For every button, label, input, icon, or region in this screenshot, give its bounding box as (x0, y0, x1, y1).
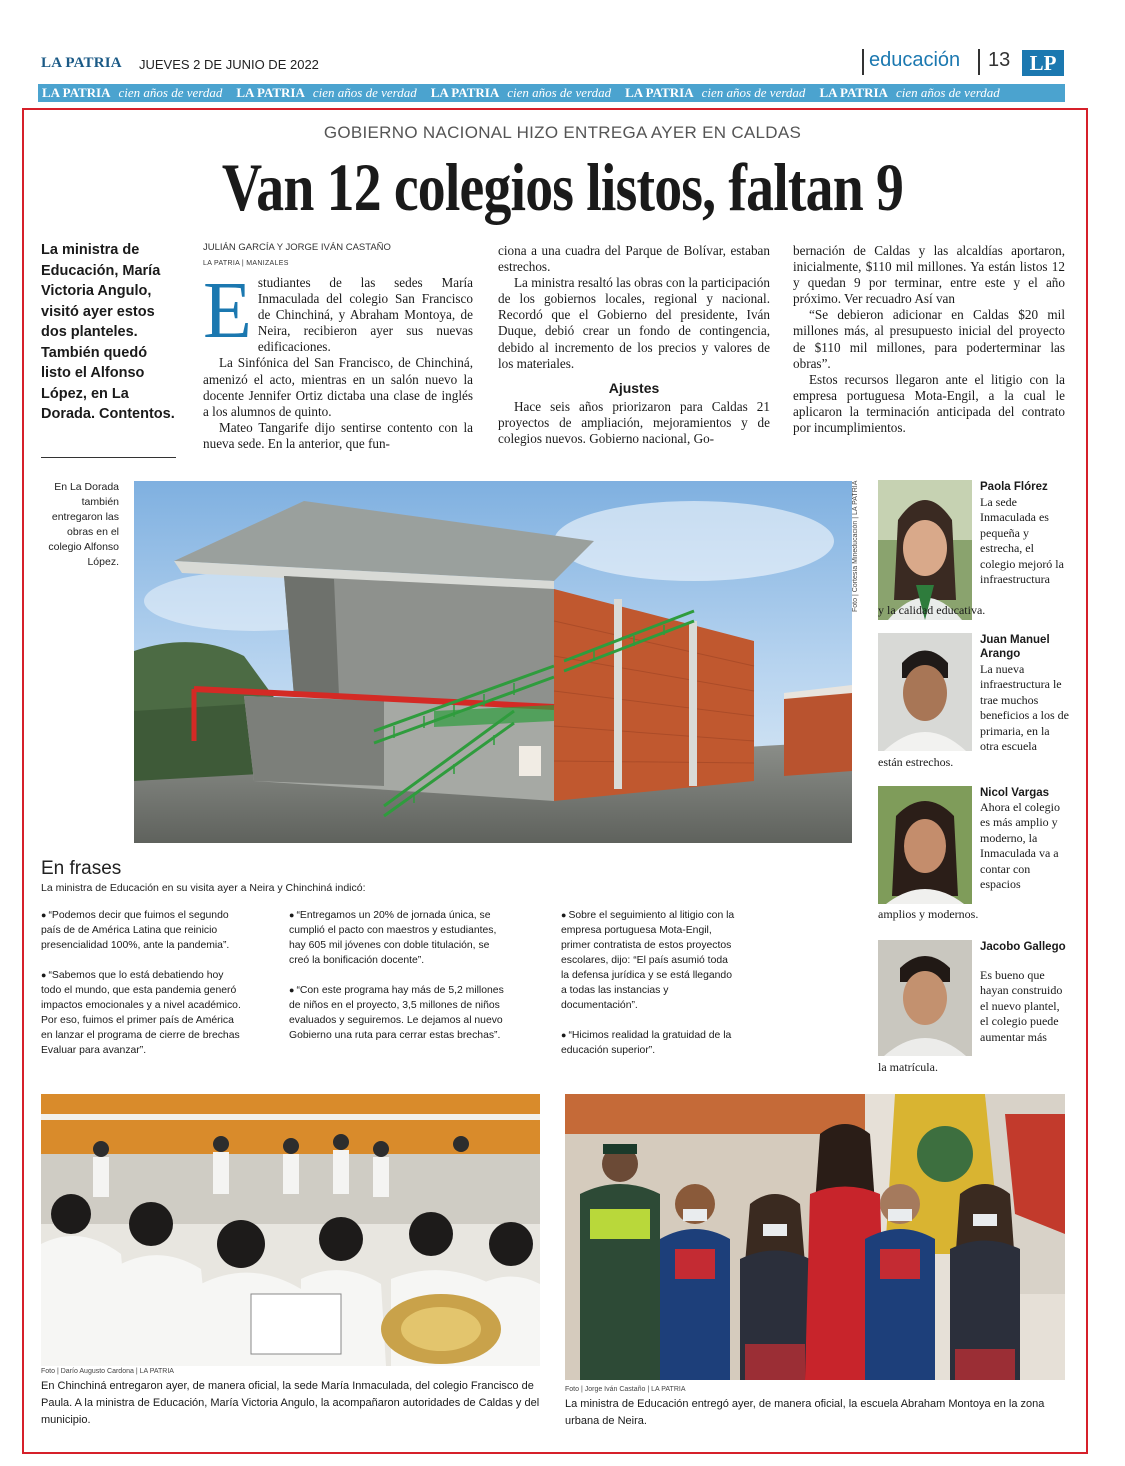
main-photo-caption: En La Dorada también entregaron las obras en el colegio Alfonso López. (48, 481, 119, 568)
body-paragraph: La Sinfónica del San Francisco, de Chinchiná, amenizó el acto, mientras en un salón nuevo la docente Jennifer Ortiz dictaba una clase de inglés a los alumnos de quinto. (203, 355, 473, 419)
bullet-icon: ● (41, 910, 47, 920)
article-headline: Van 12 colegios listos, faltan 9 (221, 149, 904, 225)
portrait-photo (878, 940, 972, 1056)
page-number: 13 (988, 49, 1011, 71)
frases-column-2 (289, 908, 507, 1058)
masthead-logo: LA PATRIA (41, 55, 122, 71)
quote-text: “Podemos decir que fuimos el segundo país de de América Latina que reinicio presencialidad 100%, ante la pandemia”. (41, 910, 230, 951)
strip-logo: LA PATRIA (42, 85, 111, 100)
body-paragraph: studiantes de las sedes María Inmaculada del colegio San Francisco de Chinchiná, y Abraham Montoya, de Neira, recibieron ayer sus nuevas edificaciones. (257, 275, 473, 355)
photo-caption: En Chinchiná entregaron ayer, de manera oficial, la sede María Inmaculada, del colegio Francisco de Paula. A la ministra de Educación, María Victoria Angulo, la acompañaron autoridades de Caldas y del municipio. (41, 1380, 540, 1426)
testimonial-name: Paola Flórez (980, 481, 1048, 493)
strip-logo: LA PATRIA (819, 85, 888, 100)
section-divider (862, 49, 864, 75)
anniversary-strip (38, 84, 1065, 102)
strip-slogan: cien años de verdad (507, 85, 612, 100)
quote-item (289, 983, 507, 1043)
frases-intro: La ministra de Educación en su visita ayer a Neira y Chinchiná indicó: (41, 882, 366, 894)
body-paragraph: Hace seis años priorizaron para Caldas 21 proyectos de ampliación, mejoramientos y de colegios nuevos. Gobierno nacional, Go- (498, 398, 770, 447)
strip-slogan: cien años de verdad (118, 85, 223, 100)
drop-cap: E (203, 267, 252, 355)
issue-date: JUEVES 2 DE JUNIO DE 2022 (139, 57, 319, 72)
byline: JULIÁN GARCÍA Y JORGE IVÁN CASTAÑO (203, 242, 391, 253)
body-paragraph: La ministra resaltó las obras con la participación de los gobiernos locales, regional y nacional. Recordó que el Gobierno del presidente, Iván Duque, debió crear un fondo de contingencia, debido al incremento de los precios y valores de los materiales. (498, 275, 770, 371)
strip-logo: LA PATRIA (625, 85, 694, 100)
subhead: Ajustes (608, 379, 660, 396)
quote-text: “Hicimos realidad la gratuidad de la educación superior”. (561, 1030, 732, 1056)
quote-text: Sobre el seguimiento al litigio con la empresa portuguesa Mota-Engil, primer contratista de estos proyectos escolares, dijo: “El país asumió toda la defensa jurídica y se está llegando a todas las instancias y documentación”. (561, 910, 735, 1011)
testimonial-name: Jacobo Gallego (980, 941, 1066, 953)
strip-logo: LA PATRIA (430, 85, 500, 100)
lp-badge-logo: LP (1022, 50, 1064, 76)
testimonial-text: La nueva infraestructura le trae muchos beneficios a los de primaria, en la otra escuela (980, 662, 1069, 754)
bullet-icon: ● (289, 985, 295, 995)
bullet-icon: ● (289, 910, 295, 920)
main-photo-credit: Foto | Cortesía Mineducación | LA PATRIA (852, 481, 859, 613)
body-paragraph: Mateo Tangarife dijo sentirse contento con la nueva sede. En la anterior, que fun- (203, 419, 473, 451)
quote-text: “Con este programa hay más de 5,2 millones de niños en el proyecto, 3,5 millones de niños evaluados y seguiremos. Le dejamos al nuevo Gobierno una ruta para cerrar estas brechas”. (289, 985, 504, 1041)
testimonial-name: Nicol Vargas (980, 787, 1050, 799)
orchestra-photo (41, 1094, 540, 1366)
body-paragraph: Estos recursos llegaron ante el litigio con la empresa portuguesa Mota-Engil, a la cual le aplicaron la terminación anticipada del contrato por incumplimientos. (793, 371, 1065, 436)
article-lead: La ministra de Educación, María Victoria Angulo, visitó ayer estos dos planteles. También quedó listo el Alfonso López, en La Dorada. Contentos. (41, 242, 175, 422)
body-paragraph: “Se debieron adicionar en Caldas $20 mil millones más, al presupuesto inicial del proyecto de $110 mil millones, para poderterminar las obras”. (793, 307, 1065, 371)
students-with-minister-photo (565, 1094, 1065, 1380)
quote-item (561, 908, 736, 1013)
article-kicker: GOBIERNO NACIONAL HIZO ENTREGA AYER EN CALDAS (323, 123, 802, 142)
quote-text: “Entregamos un 20% de jornada única, se cumplió el pacto con maestros y estudiantes, hay 605 mil jóvenes con doble titulación, se creó la bonificación docente”. (289, 910, 497, 966)
body-column-1 (203, 267, 473, 452)
quote-item (41, 968, 241, 1058)
bullet-icon: ● (41, 970, 47, 980)
portrait-photo (878, 480, 972, 620)
frases-title: En frases (41, 858, 122, 879)
quote-text: “Sabemos que lo está debatiendo hoy todo el mundo, que esta pandemia generó impactos emocionales y a nivel académico. Por eso, fuimos el primer país de América en lanzar el programa de cierre de brechas Evaluar para avanzar”. (41, 970, 241, 1056)
page-number-divider (978, 49, 980, 75)
body-paragraph: ciona a una cuadra del Parque de Bolívar, estaban estrechos. (498, 243, 770, 275)
section-name: educación (869, 49, 961, 71)
testimonial-text-tail: amplios y modernos. (878, 907, 979, 921)
testimonial-text: La sede Inmaculada es pequeña y estrecha, el colegio mejoró la infraestructura (980, 495, 1064, 587)
strip-slogan: cien años de verdad (895, 85, 1000, 100)
photo-credit: Foto | Jorge Iván Castaño | LA PATRIA (565, 1386, 686, 1393)
body-column-3 (793, 243, 1065, 436)
frases-column-1 (41, 908, 241, 1073)
quote-item (41, 908, 241, 953)
strip-logo: LA PATRIA (236, 85, 305, 100)
testimonial-text: Es bueno que hayan construido el nuevo plantel, el colegio puede aumentar más (980, 968, 1063, 1044)
lead-divider (41, 457, 176, 458)
body-column-2 (498, 243, 770, 447)
photo-credit: Foto | Darío Augusto Cardona | LA PATRIA (41, 1368, 174, 1375)
frases-column-3 (561, 908, 736, 1073)
strip-slogan: cien años de verdad (701, 85, 806, 100)
quote-item (289, 908, 507, 968)
bullet-icon: ● (561, 910, 567, 920)
testimonial-text: Ahora el colegio es más amplio y moderno, la Inmaculada va a contar con espacios (980, 800, 1060, 892)
testimonial-text-tail: la matrícula. (878, 1060, 938, 1074)
photo-caption: La ministra de Educación entregó ayer, de manera oficial, la escuela Abraham Montoya en la zona urbana de Neira. (565, 1398, 1045, 1427)
byline-place: LA PATRIA | MANIZALES (203, 260, 289, 267)
bullet-icon: ● (561, 1030, 567, 1040)
testimonial-name: Juan Manuel Arango (980, 634, 1050, 660)
testimonial-text-tail: están estrechos. (878, 755, 954, 769)
portrait-photo (878, 786, 972, 904)
strip-slogan: cien años de verdad (312, 85, 417, 100)
body-paragraph: bernación de Caldas y las alcaldías aportaron, inicialmente, $110 mil millones. Ya están listos 12 y quedan 9 por terminar, entre este y el año próximo. Ver recuadro Así van (793, 243, 1065, 307)
school-building-photo (134, 481, 852, 843)
quote-item (561, 1028, 736, 1058)
testimonial-text-tail: y la calidad educativa. (878, 603, 986, 617)
portrait-photo (878, 633, 972, 751)
